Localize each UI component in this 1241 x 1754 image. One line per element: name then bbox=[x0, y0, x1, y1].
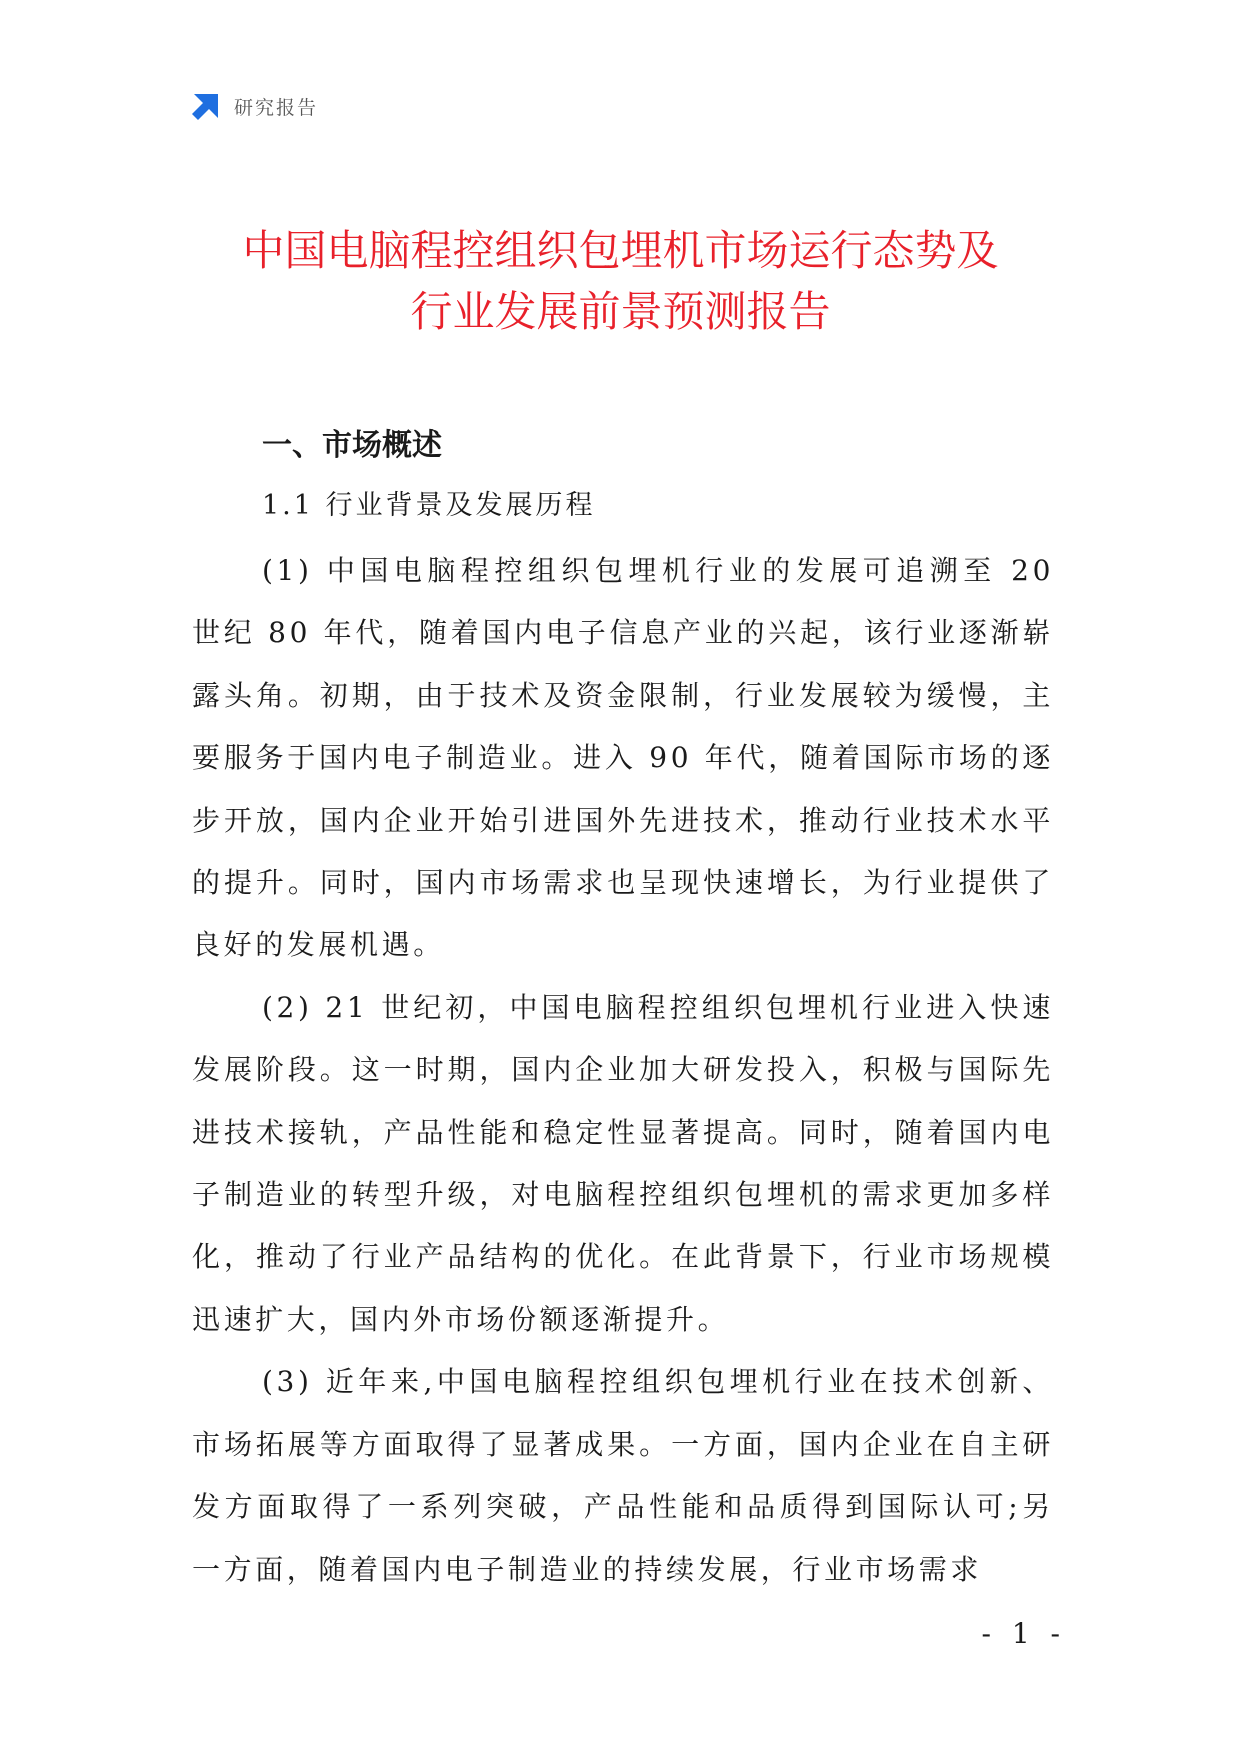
section-heading: 一、市场概述 bbox=[262, 428, 442, 463]
arrow-up-right-icon bbox=[190, 90, 222, 122]
body-text bbox=[192, 540, 1054, 1601]
page-number: - 1 - bbox=[981, 1617, 1066, 1650]
header-label: 研究报告 bbox=[234, 96, 319, 119]
title-line-2: 行业发展前景预测报告 bbox=[410, 287, 831, 336]
paragraph-2: (2) 21 世纪初，中国电脑程控组织包埋机行业进入快速发展阶段。这一时期，国内企业加大研发投入，积极与国际先进技术接轨，产品性能和稳定性显著提高。同时，随着国内电子制造业的转型升级，对电脑程控组织包埋机的需求更加多样化，推动了行业产品结构的优化。在此背景下，行业市场规模迅速扩大，国内外市场份额逐渐提升。 bbox=[192, 990, 1054, 1336]
paragraph-3: (3) 近年来,中国电脑程控组织包埋机行业在技术创新、市场拓展等方面取得了显著成果。一方面，国内企业在自主研发方面取得了一系列突破，产品性能和品质得到国际认可;另一方面，随着国内电子制造业的持续发展，行业市场需求 bbox=[192, 1365, 1054, 1586]
document-title bbox=[150, 220, 1091, 342]
paragraph-1: (1) 中国电脑程控组织包埋机行业的发展可追溯至 20 世纪 80 年代，随着国内电子信息产业的兴起，该行业逐渐崭露头角。初期，由于技术及资金限制，行业发展较为缓慢，主要服务于国内电子制造业。进入 90 年代，随着国际市场的逐步开放，国内企业开始引进国外先进技术，推动行业技术水平的提升。同时，国内市场需求也呈现快速增长，为行业提供了良好的发展机遇。 bbox=[192, 554, 1054, 962]
title-line-1: 中国电脑程控组织包埋机市场运行态势及 bbox=[242, 226, 999, 275]
subsection-heading: 1.1 行业背景及发展历程 bbox=[262, 490, 596, 521]
page-header bbox=[190, 90, 318, 122]
